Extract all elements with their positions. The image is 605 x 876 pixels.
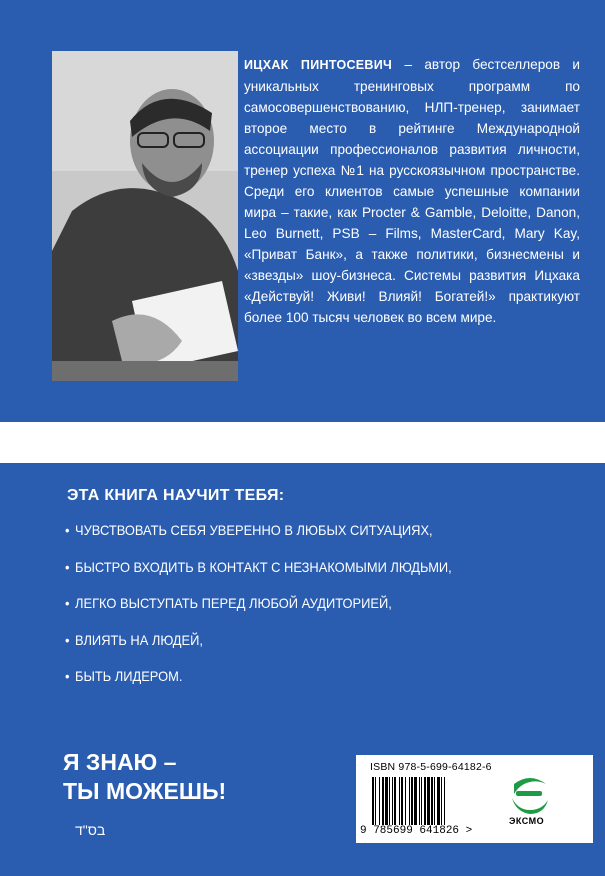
bullet-icon: • <box>65 558 70 575</box>
divider-band <box>0 422 605 463</box>
teach-title: ЭТА КНИГА НАУЧИТ ТЕБЯ: <box>67 487 285 504</box>
list-item <box>65 520 452 557</box>
list-item <box>65 593 452 630</box>
author-bio <box>244 54 580 328</box>
slogan-line-2: ТЫ МОЖЕШЬ! <box>63 778 227 804</box>
list-item-text: БЫСТРО ВХОДИТЬ В КОНТАКТ С НЕЗНАКОМЫМИ ЛЮДЬМИ, <box>75 558 452 575</box>
hebrew-mark: בס"ד <box>75 822 106 838</box>
author-photo-illustration <box>52 51 238 381</box>
author-photo <box>52 51 238 381</box>
author-bio-text: – автор бестселлеров и уникальных тренинговых программ по самосовершенствованию, НЛП-тренер, занимает второе место в рейтинге Международной ассоциации профессионалов развития личности, тренер успеха №1 на русскоязычном пространстве. Среди его клиентов самые успешные компании мира – такие, как Procter & Gamble, Deloitte, Danon, Leo Burnett, PSB – Films, MasterCard, Mary Kay, «Приват Банк», а также политики, бизнесмены и «звезды» шоу-бизнеса. Системы развития Ицхака «Действуй! Живи! Влияй! Богатей!» практикуют более 100 тысяч человек во всем мире. <box>244 57 580 325</box>
list-item <box>65 557 452 594</box>
bullet-icon: • <box>65 631 70 648</box>
barcode-icon <box>370 777 494 825</box>
isbn-label: ISBN 978-5-699-64182-6 <box>370 761 492 773</box>
bullet-icon: • <box>65 668 70 684</box>
list-item <box>65 630 452 667</box>
list-item <box>65 666 452 703</box>
bullet-icon: • <box>65 595 70 611</box>
list-item-text: ВЛИЯТЬ НА ЛЮДЕЙ, <box>75 631 203 648</box>
list-item-text: ЧУВСТВОВАТЬ СЕБЯ УВЕРЕННО В ЛЮБЫХ СИТУАЦИЯХ, <box>75 522 433 538</box>
list-item-text: БЫТЬ ЛИДЕРОМ. <box>75 668 183 684</box>
slogan-line-1: Я ЗНАЮ – <box>63 749 177 775</box>
list-item-text: ЛЕГКО ВЫСТУПАТЬ ПЕРЕД ЛЮБОЙ АУДИТОРИЕЙ, <box>75 595 392 611</box>
author-name: ИЦХАК ПИНТОСЕВИЧ <box>244 58 393 72</box>
barcode-digits: 9 785699 641826 > <box>360 825 473 837</box>
slogan <box>63 748 226 806</box>
bullet-icon: • <box>65 522 70 538</box>
teach-list <box>65 520 485 703</box>
publisher-name: ЭКСМО <box>509 816 545 826</box>
